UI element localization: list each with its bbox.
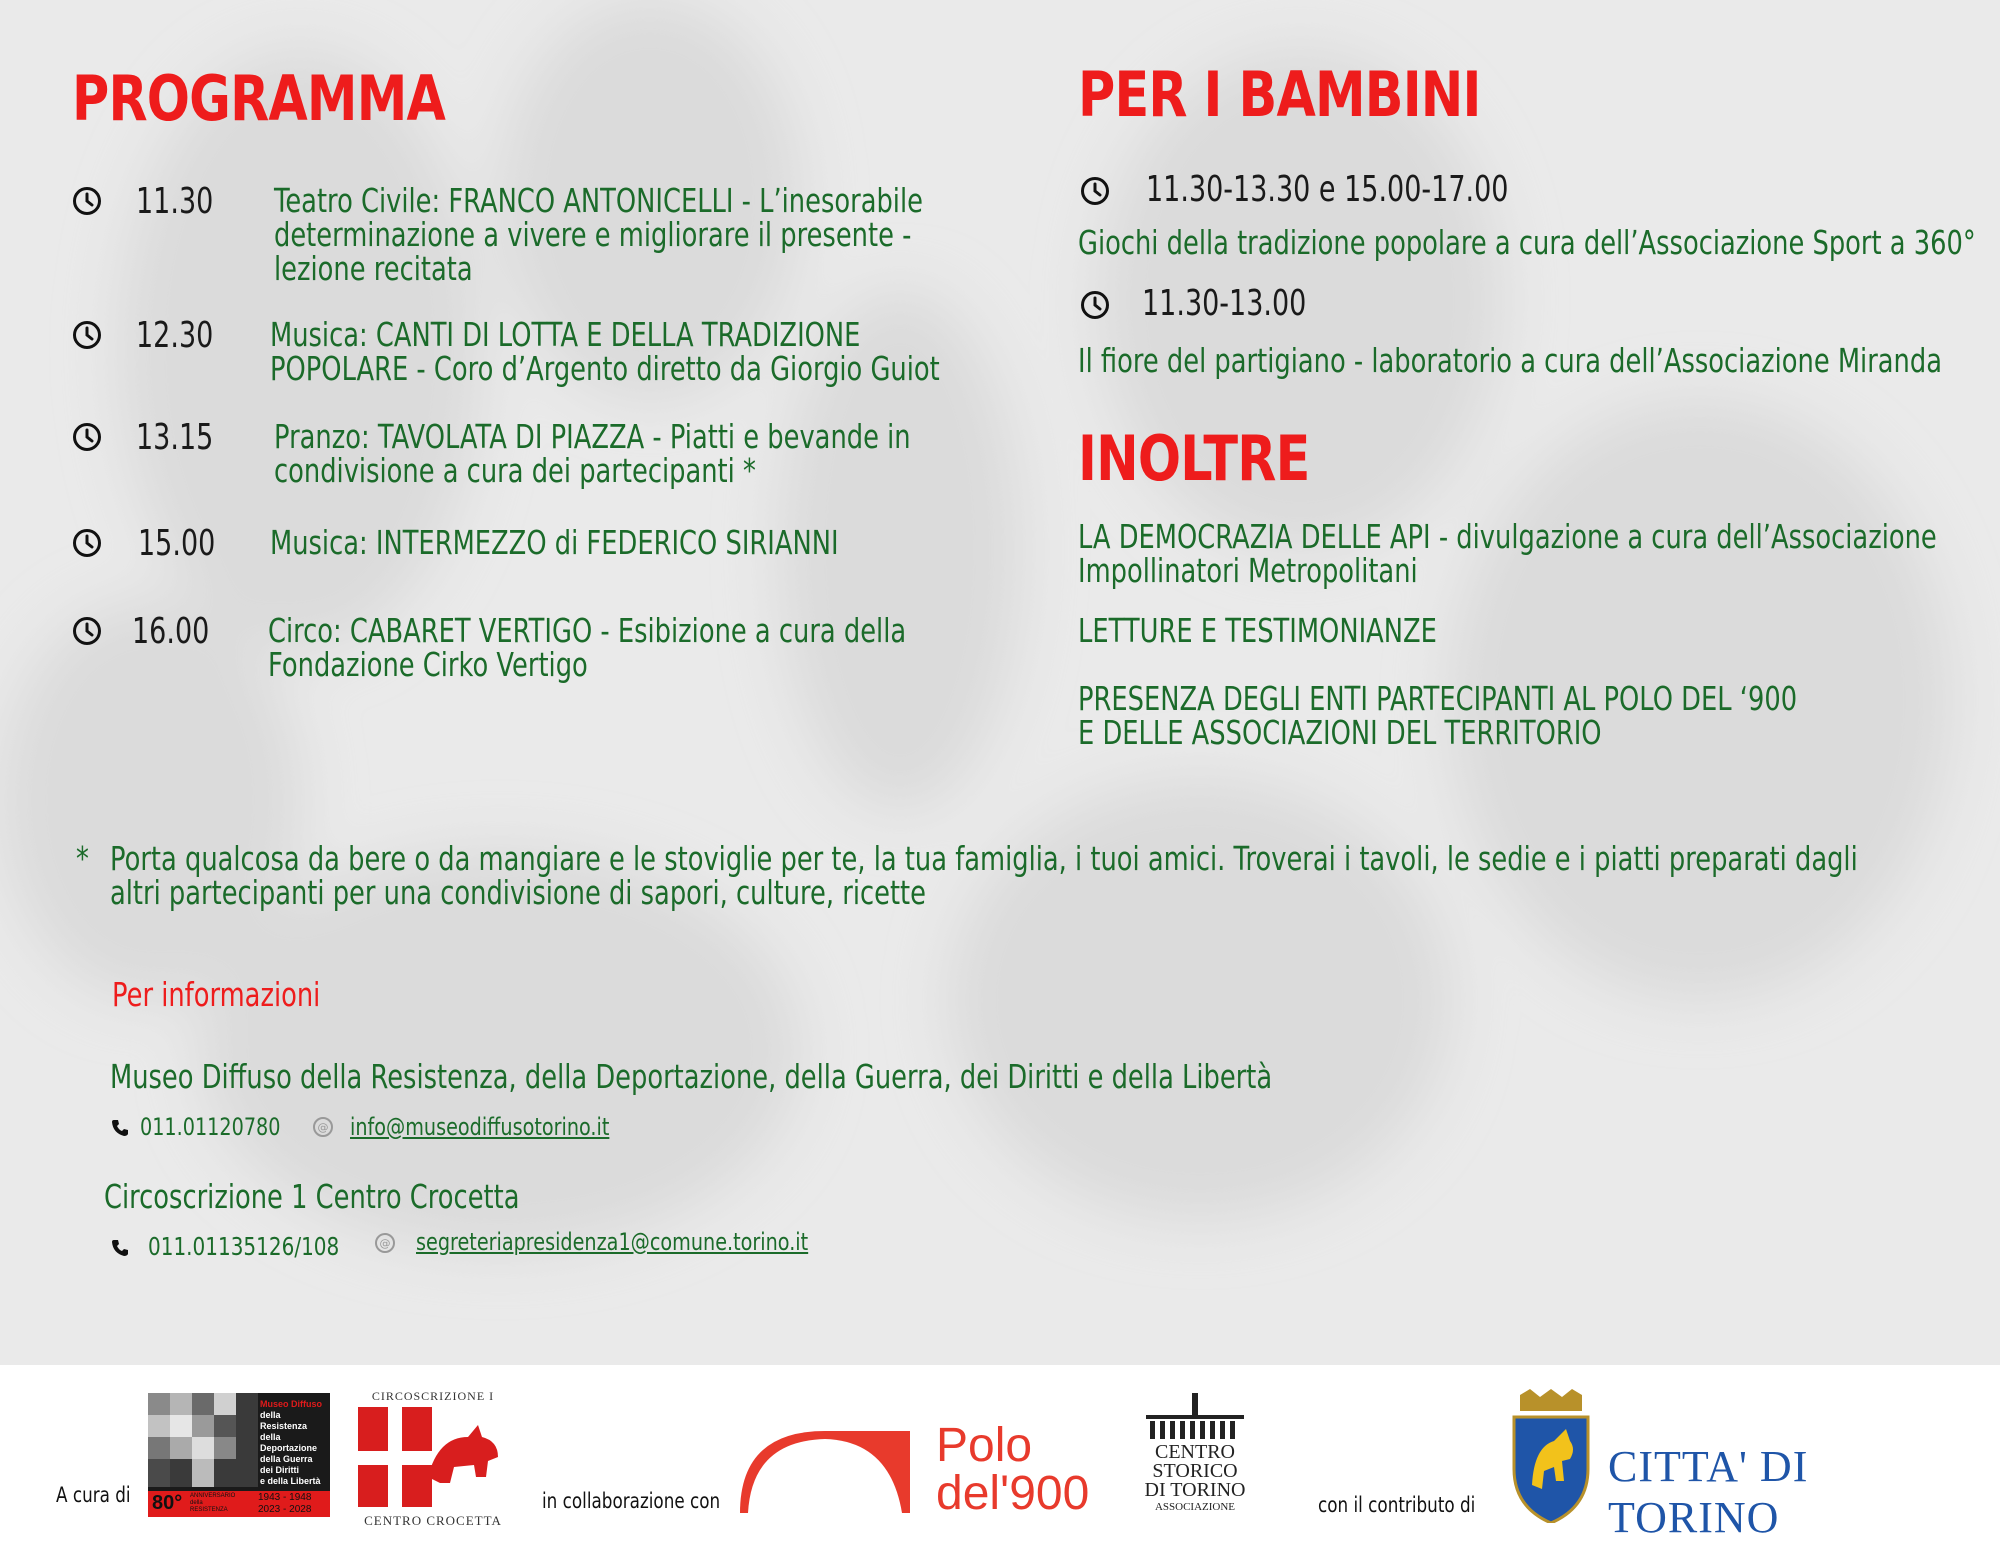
years-line: 2023 - 2028 <box>258 1504 312 1515</box>
note-line-1: Porta qualcosa da bere o da mangiare e le stoviglie per te, la tua famiglia, i tuoi amici. Troverai i tavoli, le sedie e i piatti preparati dagli <box>110 839 1858 878</box>
inoltre-text-line: E DELLE ASSOCIAZIONI DEL TERRITORIO <box>1078 713 1602 752</box>
circ-logo-bottom: CENTRO CROCETTA <box>364 1513 502 1528</box>
museo-diffuso-logo <box>148 1393 330 1517</box>
programma-text-line: Musica: INTERMEZZO di FEDERICO SIRIANNI <box>270 523 839 562</box>
storico-line: ASSOCIAZIONE <box>1154 1501 1236 1513</box>
clock-icon <box>72 422 102 452</box>
building-icon <box>1146 1393 1244 1441</box>
citta-torino-logo <box>1500 1389 1960 1542</box>
email-icon <box>310 1116 336 1138</box>
bambini-text: Il fiore del partigiano - laboratorio a cura dell’Associazione Miranda <box>1078 341 1942 380</box>
centro-storico-logo <box>1140 1393 1250 1533</box>
museo-logo-line: della Deportazione <box>260 1432 318 1453</box>
bambini-text: Giochi della tradizione popolare a cura dell’Associazione Sport a 360° <box>1078 223 1976 262</box>
citta-torino-text: CITTA' DI TORINO <box>1608 1442 1809 1542</box>
clock-icon <box>72 186 102 216</box>
programma-text-line: determinazione a vivere e migliorare il presente - <box>274 215 912 254</box>
bambini-time: 11.30-13.30 e 15.00-17.00 <box>1146 169 1509 210</box>
polo-word: Polo <box>936 1419 1033 1472</box>
programma-text-line: Teatro Civile: FRANCO ANTONICELLI - L’inesorabile <box>274 181 923 220</box>
inoltre-title: INOLTRE <box>1078 422 1310 495</box>
storico-line: STORICO <box>1152 1460 1238 1482</box>
a-cura-di-label: A cura di <box>56 1483 131 1507</box>
museo-name: Museo Diffuso della Resistenza, della Deportazione, della Guerra, dei Diritti e della Libertà <box>110 1057 1273 1096</box>
torino-crest-icon <box>1510 1389 1592 1523</box>
bambini-time: 11.30-13.00 <box>1142 283 1307 324</box>
programma-text-line: Pranzo: TAVOLATA DI PIAZZA - Piatti e bevande in <box>274 417 911 456</box>
programma-text-line: Fondazione Cirko Vertigo <box>268 645 588 684</box>
note-line-2: altri partecipanti per una condivisione di sapori, culture, ricette <box>110 873 926 912</box>
museo-logo-line: e della Libertà <box>260 1476 321 1486</box>
museo-logo-line: della Guerra <box>260 1454 313 1464</box>
years-text <box>258 1492 311 1516</box>
programma-time: 11.30 <box>136 181 214 222</box>
bambini-title: PER I BAMBINI <box>1078 58 1481 131</box>
del900-word: del'900 <box>936 1467 1090 1520</box>
inoltre-text-line: PRESENZA DEGLI ENTI PARTECIPANTI AL POLO DEL ‘900 <box>1078 679 1798 718</box>
programma-time: 15.00 <box>138 523 216 564</box>
pixel-mosaic-icon <box>148 1393 258 1487</box>
bull-shield-icon <box>358 1407 506 1507</box>
programma-text-line: POPOLARE - Coro d’Argento diretto da Giorgio Guiot <box>270 349 940 388</box>
museo-logo-line: Museo Diffuso <box>260 1399 322 1409</box>
clock-icon <box>72 528 102 558</box>
programma-time: 16.00 <box>132 611 210 652</box>
circ-logo-top: CIRCOSCRIZIONE I <box>371 1389 495 1403</box>
programma-text-line: Circo: CABARET VERTIGO - Esibizione a cura della <box>268 611 907 650</box>
clock-icon <box>72 616 102 646</box>
storico-line: CENTRO <box>1155 1441 1235 1463</box>
clock-icon <box>1080 290 1110 320</box>
svg-text:@: @ <box>379 1237 391 1250</box>
circoscrizione-name: Circoscrizione 1 Centro Crocetta <box>104 1177 520 1216</box>
contributo-label: con il contributo di <box>1318 1493 1476 1517</box>
email-icon <box>372 1232 398 1254</box>
museo-email-link[interactable]: info@museodiffusotorino.it <box>350 1113 610 1141</box>
circoscrizione-email-link[interactable]: segreteriapresidenza1@comune.torino.it <box>416 1228 809 1256</box>
collab-label: in collaborazione con <box>542 1489 721 1513</box>
svg-text:@: @ <box>317 1121 329 1134</box>
clock-icon <box>72 320 102 350</box>
anniversary-band <box>148 1491 330 1517</box>
programma-time: 13.15 <box>136 417 214 458</box>
badge-text-line: RESISTENZA <box>190 1507 228 1513</box>
note-star: * <box>76 839 89 878</box>
badge-text <box>190 1493 235 1514</box>
polo-900-logo <box>740 1419 1100 1531</box>
inoltre-text-line: LETTURE E TESTIMONIANZE <box>1078 611 1437 650</box>
footer <box>0 1365 2000 1545</box>
circoscrizione-logo <box>352 1389 514 1529</box>
phone-icon <box>110 1238 130 1258</box>
clock-icon <box>1080 176 1110 206</box>
storico-text <box>1140 1443 1250 1514</box>
museo-logo-line: della Resistenza <box>260 1410 308 1431</box>
programma-time: 12.30 <box>136 315 214 356</box>
badge-80: 80° <box>152 1492 183 1514</box>
inoltre-text-line: LA DEMOCRAZIA DELLE API - divulgazione a cura dell’Associazione <box>1078 517 1937 556</box>
polo-arch-icon <box>740 1431 910 1513</box>
programma-title: PROGRAMMA <box>72 62 446 135</box>
storico-line: DI TORINO <box>1144 1479 1246 1501</box>
inoltre-text-line: Impollinatori Metropolitani <box>1078 551 1418 590</box>
programma-text-line: lezione recitata <box>274 249 473 288</box>
phone-icon <box>110 1118 130 1138</box>
badge-text-line: della <box>190 1500 203 1506</box>
years-line: 1943 - 1948 <box>258 1492 312 1503</box>
info-title: Per informazioni <box>112 975 321 1014</box>
museo-logo-line: dei Diritti <box>260 1465 300 1475</box>
badge-text-line: ANNIVERSARIO <box>190 1493 236 1499</box>
circoscrizione-phone: 011.01135126/108 <box>148 1232 340 1261</box>
museo-phone: 011.01120780 <box>140 1113 281 1141</box>
programma-text-line: condivisione a cura dei partecipanti * <box>274 451 756 490</box>
programma-text-line: Musica: CANTI DI LOTTA E DELLA TRADIZIONE <box>270 315 861 354</box>
